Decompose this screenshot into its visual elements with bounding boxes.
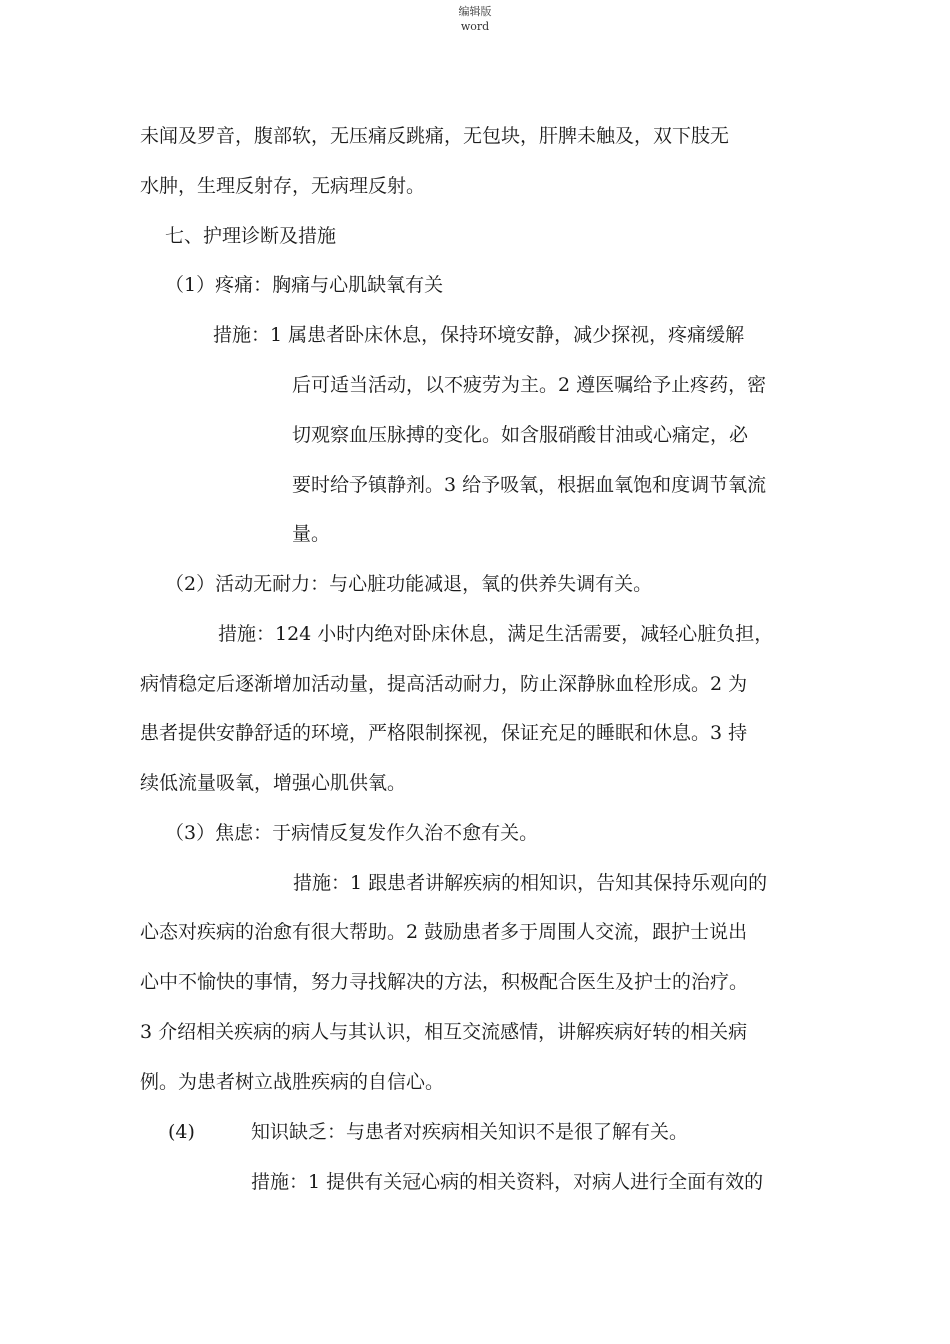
diagnosis-heading: （1）疼痛：胸痛与心肌缺氧有关 <box>165 274 444 296</box>
measures-line: 措施：124 小时内绝对卧床休息，满足生活需要，减轻心脏负担， <box>218 623 774 645</box>
body-line: 续低流量吸氧，增强心肌供氧。 <box>140 772 407 794</box>
body-line: 患者提供安静舒适的环境，严格限制探视，保证充足的睡眠和休息。3 持 <box>140 722 748 744</box>
measures-line: 量。 <box>292 523 331 545</box>
measures-line: 措施：1 跟患者讲解疾病的相知识，告知其保持乐观向的 <box>293 872 768 894</box>
page-header <box>0 4 950 34</box>
body-line: 病情稳定后逐渐增加活动量，提高活动耐力，防止深静脉血栓形成。2 为 <box>140 673 748 695</box>
diagnosis-heading: （3）焦虑：于病情反复发作久治不愈有关。 <box>165 822 539 844</box>
section-heading: 七、护理诊断及措施 <box>165 225 337 247</box>
body-line: 水肿，生理反射存，无病理反射。 <box>140 175 426 197</box>
measures-line: 措施：1 提供有关冠心病的相关资料，对病人进行全面有效的 <box>251 1171 764 1193</box>
measures-line: 后可适当活动，以不疲劳为主。2 遵医嘱给予止疼药，密 <box>292 374 767 396</box>
body-line: 未闻及罗音，腹部软，无压痛反跳痛，无包块，肝脾未触及，双下肢无 <box>140 125 730 147</box>
measures-line: 措施：1 属患者卧床休息，保持环境安静，减少探视，疼痛缓解 <box>213 324 745 346</box>
diagnosis-heading: 知识缺乏：与患者对疾病相关知识不是很了解有关。 <box>251 1121 689 1143</box>
measures-line: 要时给予镇静剂。3 给予吸氧，根据血氧饱和度调节氧流 <box>292 474 767 496</box>
diagnosis-number: (4) <box>168 1121 195 1143</box>
body-line: 心态对疾病的治愈有很大帮助。2 鼓励患者多于周围人交流，跟护士说出 <box>140 921 748 943</box>
header-sublabel: word <box>460 20 490 33</box>
body-line: 心中不愉快的事情，努力寻找解决的方法，积极配合医生及护士的治疗。 <box>140 971 749 993</box>
header-label: 编辑版 <box>458 5 492 18</box>
body-line: 3 介绍相关疾病的病人与其认识，相互交流感情，讲解疾病好转的相关病 <box>140 1021 748 1043</box>
diagnosis-heading: （2）活动无耐力：与心脏功能减退，氧的供养失调有关。 <box>165 573 653 595</box>
measures-line: 切观察血压脉搏的变化。如含服硝酸甘油或心痛定，必 <box>292 424 749 446</box>
body-line: 例。为患者树立战胜疾病的自信心。 <box>140 1071 445 1093</box>
